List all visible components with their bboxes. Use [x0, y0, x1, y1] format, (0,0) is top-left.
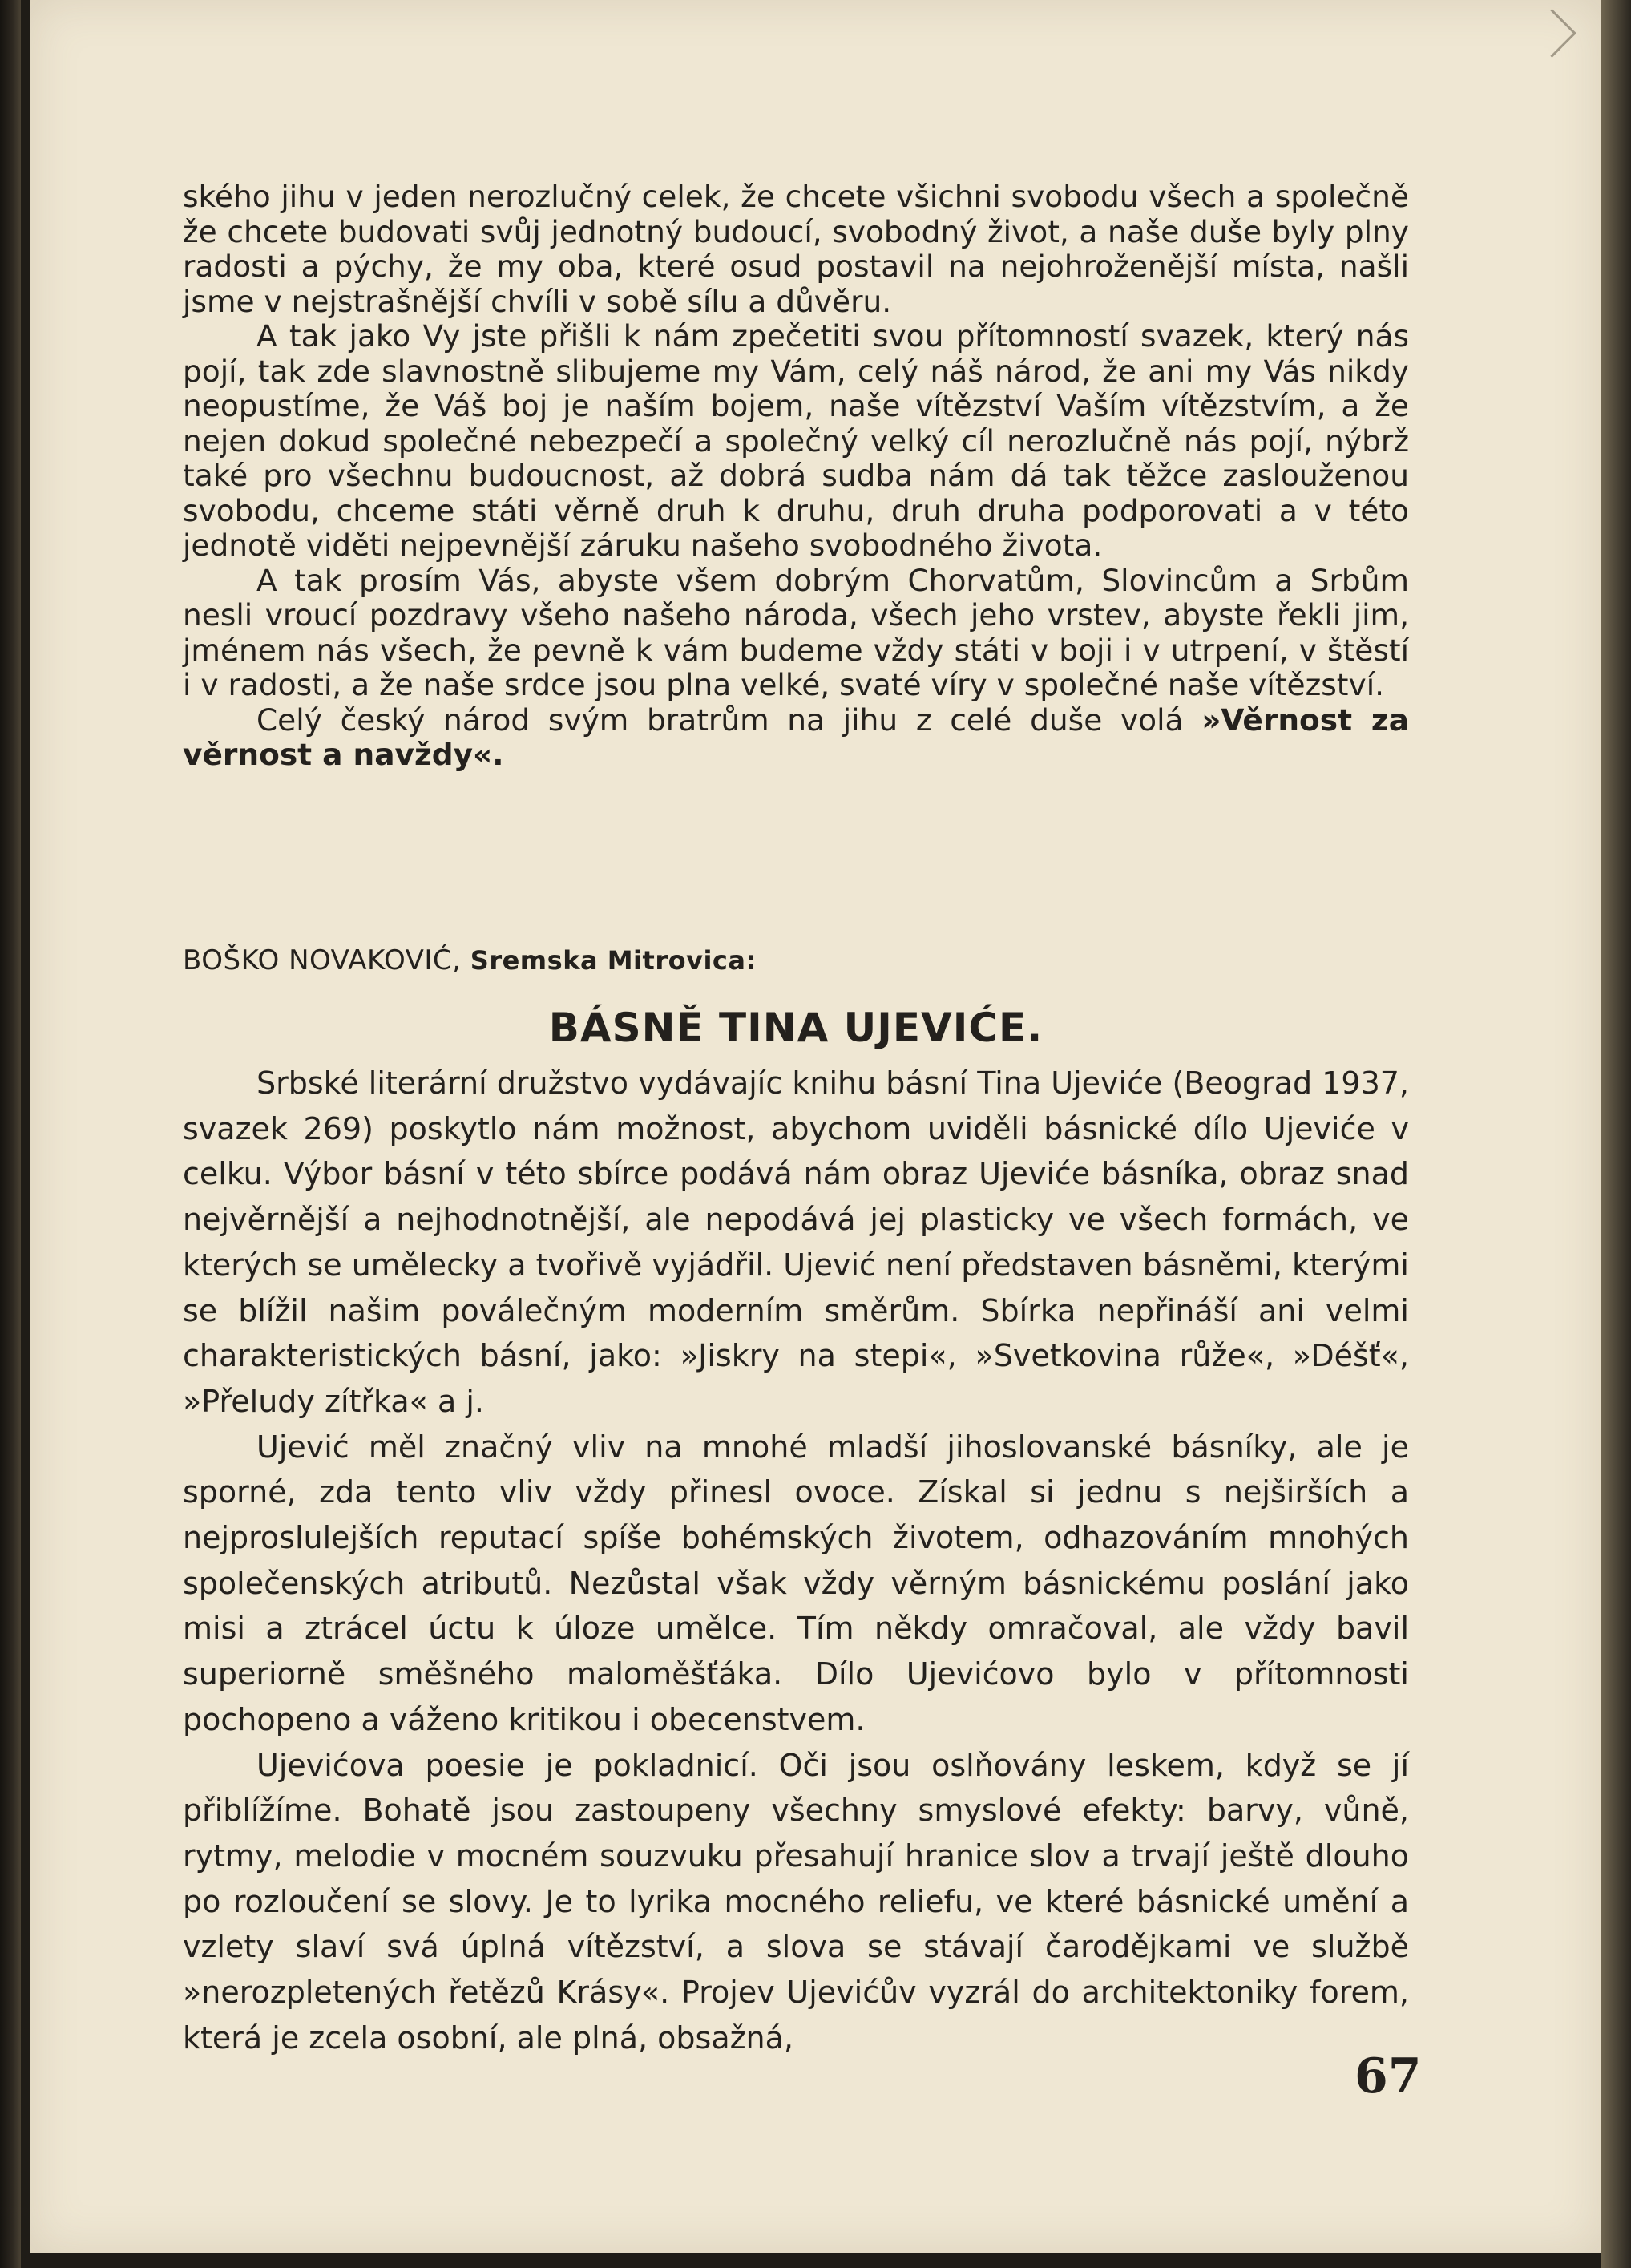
- letter-paragraph-4: [183, 703, 1409, 773]
- letter-closing-text: Celý český národ svým bratrům na jihu z celé duše volá: [256, 701, 1202, 738]
- page-number: 67: [1354, 2048, 1422, 2104]
- letter-paragraph-2: A tak jako Vy jste přišli k nám zpečetiti svou přítomností svazek, který nás pojí, tak zde slavnostně slibujeme my Vám, celý náš národ, že ani my Vás nikdy neopustíme, že Váš boj je naším bojem, naše vítězství Vaším vítězstvím, a že nejen dokud společné nebezpečí a společný velký cíl nerozlučně nás pojí, nýbrž také pro všechnu budoucnost, až dobrá sudba nám dá tak těžce zaslouženou svobodu, chceme státi věrně druh k druhu, druh druha podporovati a v této jednotě viděti nejpevnější záruku našeho svobodného života.: [183, 318, 1409, 563]
- article-byline: [183, 944, 757, 976]
- article-title: BÁSNĚ TINA UJEVIĆE.: [548, 1005, 1044, 1051]
- letter-paragraph-3: A tak prosím Vás, abyste všem dobrým Chorvatům, Slovincům a Srbům nesli vroucí pozdravy všeho našeho národa, všech jeho vrstev, abyste řekli jim, jménem nás všech, že pevně k vám budeme vždy státi v boji i v utrpení, v štěstí i v radosti, a že naše srdce jsou plna velké, svaté víry v společné naše vítězství.: [183, 562, 1409, 702]
- page-corner-fold: [1528, 9, 1576, 58]
- article-paragraph-1: Srbské literární družstvo vydávajíc knihu básní Tina Ujeviće (Beograd 1937, svazek 269) poskytlo nám možnost, abychom uviděli básnické dílo Ujeviće v celku. Výbor básní v této sbírce podává nám obraz Ujeviće básníka, obraz snad nejvěrnější a nejhodnotnější, ale nepodává jej plasticky ve všech formách, ve kterých se umělecky a tvořivě vyjádřil. Ujević není představen básněmi, kterými se blížil našim poválečným moderním směrům. Sbírka nepřináší ani velmi charakteristických básní, jako: »Jiskry na stepi«, »Svetkovina růže«, »Déšť«, »Přeludy zítřka« a j.: [183, 1065, 1409, 1419]
- article-paragraph-3: Ujevićova poesie je pokladnicí. Oči jsou oslňovány leskem, když se jí přiblížíme. Bohatě jsou zastoupeny všechny smyslové efekty: barvy, vůně, rytmy, melodie v mocném souzvuku přesahují hranice slov a trvají ještě dlouho po rozloučení se slovy. Je to lyrika mocného reliefu, ve které básnické umění a vzlety slaví svá úplná vítězství, a slova se stávají čarodějkami ve službě »nerozpletených řetězů Krásy«. Projev Ujevićův vyzrál do architektoniky forem, která je zcela osobní, ale plná, obsažná,: [183, 1747, 1409, 2056]
- page-edge: [1601, 0, 1631, 2268]
- letter-closing-motto: »Věrnost za věrnost a navždy«.: [183, 701, 1409, 772]
- letter-paragraph-1: ského jihu v jeden nerozlučný celek, že chcete všichni svobodu všech a společně že chcete budovati svůj jednotný budoucí, svobodný život, a naše duše byly plny radosti a pýchy, že my oba, které osud postavil na nejohroženější místa, našli jsme v nejstrašnější chvíli v sobě sílu a důvěru.: [183, 179, 1409, 319]
- book-binding: [0, 0, 21, 2268]
- article-author-place: Sremska Mitrovica:: [470, 945, 757, 976]
- letter-continuation: [183, 180, 1409, 773]
- article-paragraph-2: Ujević měl značný vliv na mnohé mladší jihoslovanské básníky, ale je sporné, zda tento vliv vždy přinesl ovoce. Získal si jednu s nejširších a nejproslulejších reputací spíše bohémských životem, odhazováním mnohých společenských atributů. Nezůstal však vždy věrným básnickému poslání jako misi a ztrácel úctu k úloze umělce. Tím někdy omračoval, ale vždy bavil superiorně směšného maloměšťáka. Dílo Ujevićovo bylo v přítomnosti pochopeno a váženo kritikou i obecenstvem.: [183, 1429, 1409, 1737]
- article-body: [183, 1061, 1409, 2060]
- article-author: BOŠKO NOVAKOVIĆ,: [183, 944, 462, 976]
